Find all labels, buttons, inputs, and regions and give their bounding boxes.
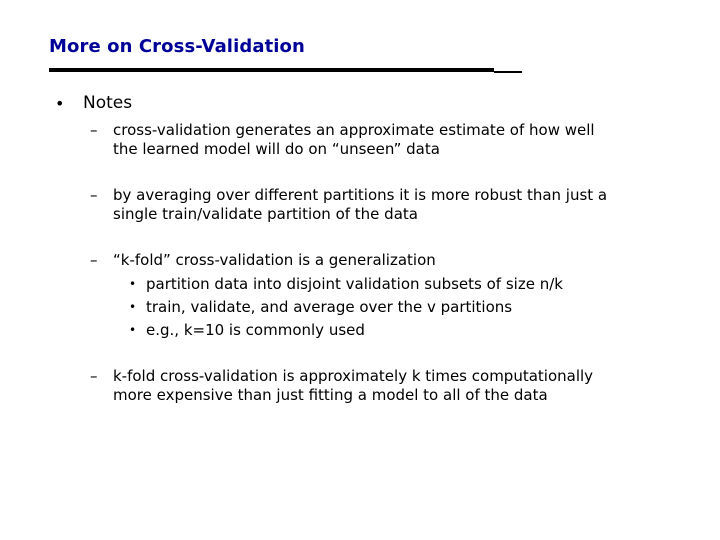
bullet-icon: • — [129, 323, 137, 337]
note-line: cross-validation generates an approximate estimate of how well — [113, 121, 595, 139]
dash-icon: – — [90, 367, 98, 385]
sub-item: partition data into disjoint validation subsets of size n/k — [146, 275, 563, 293]
sub-item: train, validate, and average over the v partitions — [146, 298, 513, 316]
sub-item: e.g., k=10 is commonly used — [146, 321, 365, 339]
slide-title: More on Cross-Validation — [49, 36, 305, 57]
note-line: by averaging over different partitions it is more robust than just a — [113, 186, 608, 204]
note-line: k-fold cross-validation is approximately k times computationally — [113, 367, 594, 385]
dash-icon: – — [90, 186, 98, 204]
title-underline — [49, 68, 494, 72]
dash-icon: – — [90, 121, 98, 139]
note-line: more expensive than just fitting a model to all of the data — [113, 386, 548, 404]
notes-heading: Notes — [83, 93, 133, 113]
bullet-icon: • — [129, 300, 137, 314]
bullet-icon: • — [129, 277, 137, 291]
note-line: the learned model will do on “unseen” data — [113, 140, 440, 158]
title-underline-tail — [494, 71, 522, 73]
dash-icon: – — [90, 251, 98, 269]
note-line: single train/validate partition of the data — [113, 205, 418, 223]
note-line: “k-fold” cross-validation is a generalization — [113, 251, 436, 269]
bullet-icon: • — [55, 94, 65, 113]
